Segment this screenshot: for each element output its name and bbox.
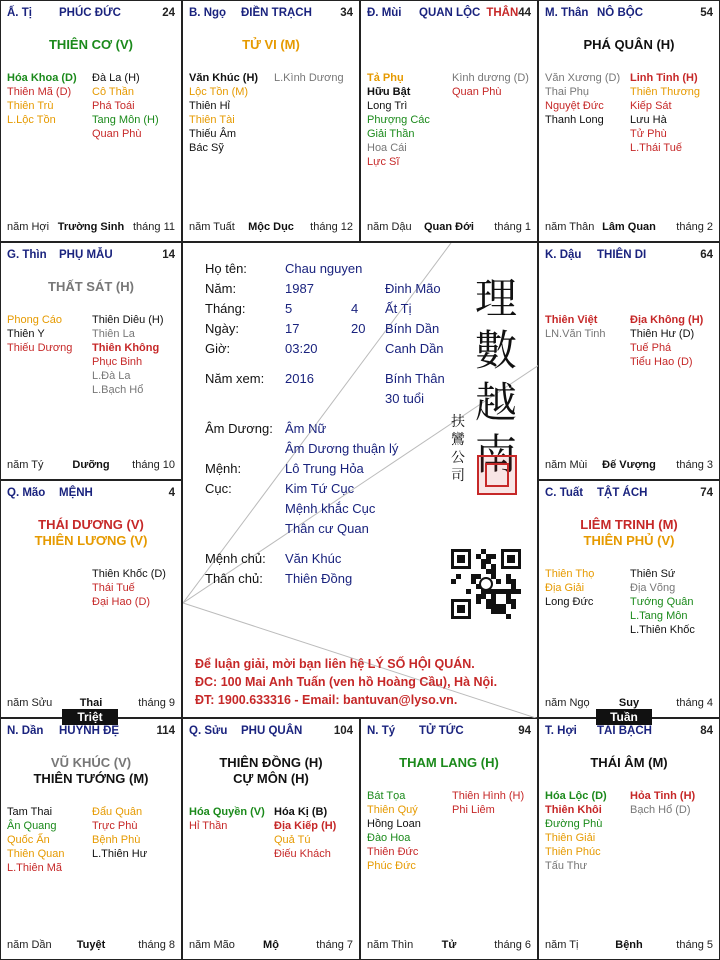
info-value: Lô Trung Hỏa — [285, 461, 364, 476]
stars-column-left — [545, 313, 606, 341]
month-label: tháng 5 — [676, 939, 713, 951]
palace-footer — [545, 939, 713, 953]
earthly-branch-label: N. Dần — [7, 725, 44, 737]
minor-star: Phúc Đức — [367, 860, 416, 872]
info-can-chi: 30 tuổi — [385, 391, 425, 406]
minor-star: Đà La (H) — [92, 72, 140, 84]
palace-name: TẬT ÁCH — [597, 487, 648, 499]
palace-cell-suu[interactable] — [182, 718, 360, 960]
life-stage: Quan Đới — [424, 221, 474, 233]
minor-star: Thiếu Dương — [7, 342, 73, 354]
stars-column-left — [7, 71, 77, 127]
earthly-branch-label: Ấ. Tị — [7, 7, 32, 19]
palace-name: PHÚC ĐỨC — [59, 7, 121, 19]
life-stage: Tử — [441, 939, 457, 951]
minor-star: Quả Tú — [274, 834, 311, 846]
info-key: Năm: — [205, 281, 237, 296]
minor-star: Thiên Trù — [7, 100, 54, 112]
minor-star: L.Bạch Hổ — [92, 384, 144, 396]
minor-star: L.Thiên Khốc — [630, 624, 695, 636]
palace-name: ĐIỀN TRẠCH — [241, 7, 312, 19]
minor-star: Phong Cáo — [7, 314, 63, 326]
year-label: năm Mùi — [545, 459, 588, 471]
info-value: Chau nguyen — [285, 261, 363, 276]
minor-star: Thiên Quan — [7, 848, 65, 860]
year-label: năm Tị — [545, 939, 579, 951]
minor-star: Phá Toái — [92, 100, 135, 112]
minor-star: Lực Sĩ — [367, 156, 400, 168]
minor-star: Linh Tinh (H) — [630, 72, 698, 84]
minor-star: Đường Phù — [545, 818, 603, 830]
minor-star: Văn Xương (D) — [545, 72, 621, 84]
life-stage: Dưỡng — [72, 459, 110, 471]
palace-name: QUAN LỘC THÂN — [419, 7, 519, 19]
palace-age-number: 34 — [340, 7, 353, 19]
palace-footer — [189, 939, 353, 953]
triet-marker: Triệt — [62, 709, 118, 725]
minor-star: Hóa Khoa (D) — [7, 72, 77, 84]
center-info-panel — [182, 242, 538, 718]
palace-cell-tuat[interactable] — [538, 480, 720, 718]
minor-star: Hoa Cái — [367, 142, 407, 154]
minor-star: L.Lộc Tồn — [7, 114, 56, 126]
minor-star: Tả Phụ — [367, 72, 404, 84]
minor-star: Giải Thần — [367, 128, 415, 140]
year-label: năm Tuất — [189, 221, 235, 233]
earthly-branch-label: Q. Mão — [7, 487, 46, 499]
minor-star: Hữu Bật — [367, 86, 411, 98]
minor-star: Hóa Lộc (D) — [545, 790, 607, 802]
minor-star: Long Trì — [367, 100, 408, 112]
month-label: tháng 1 — [494, 221, 531, 233]
info-value: Âm Dương thuận lý — [285, 441, 399, 456]
minor-star: Thiên Hư (D) — [630, 328, 695, 340]
main-stars — [1, 517, 181, 549]
year-label: năm Ngọ — [545, 697, 590, 709]
seal-char: 鸞 — [451, 432, 465, 448]
stars-column-right — [274, 71, 344, 85]
month-label: tháng 8 — [138, 939, 175, 951]
life-stage: Bệnh — [615, 939, 643, 951]
palace-cell-dau[interactable] — [538, 242, 720, 480]
year-label: năm Hợi — [7, 221, 50, 233]
minor-star: Quốc Ấn — [7, 834, 50, 846]
minor-star: L.Tang Môn — [630, 610, 688, 622]
contact-line: ĐT: 1900.633316 - Email: bantuvan@lyso.vn. — [195, 693, 458, 707]
minor-star: Thiên Quý — [367, 804, 418, 816]
stars-column-left — [545, 789, 607, 873]
life-stage: Tuyệt — [76, 939, 106, 951]
palace-name: MỆNH — [59, 487, 93, 499]
main-star: THIÊN CƠ (V) — [48, 37, 134, 52]
minor-star: Phục Binh — [92, 356, 143, 368]
info-value: Mệnh khắc Cục — [285, 501, 376, 516]
minor-star: Thiên Khốc (D) — [92, 568, 166, 580]
minor-star: Tang Môn (H) — [92, 114, 159, 126]
info-can-chi: Bính Dần — [385, 321, 440, 336]
minor-star: Cô Thần — [92, 86, 134, 98]
info-value: 17 — [285, 321, 300, 336]
minor-star: Thái Tuế — [92, 582, 135, 594]
palace-header — [7, 487, 175, 503]
main-stars — [539, 755, 719, 771]
main-star: TỬ VI (M) — [242, 37, 300, 52]
palace-age-number: 14 — [162, 249, 175, 261]
palace-footer — [7, 221, 175, 235]
palace-header — [7, 249, 175, 265]
palace-footer — [545, 459, 713, 473]
palace-header — [189, 725, 353, 741]
seal-char: 扶 — [451, 414, 465, 430]
palace-age-number: 74 — [700, 487, 713, 499]
stars-column-left — [367, 789, 421, 873]
palace-cell-mao[interactable] — [0, 480, 182, 718]
info-can-chi: Canh Dần — [385, 341, 444, 356]
palace-name: PHỤ MẪU — [59, 249, 113, 261]
main-star: THIÊN LƯƠNG (V) — [34, 533, 148, 548]
calligraphy-char: 數 — [474, 326, 517, 375]
stars-column-left — [7, 313, 72, 355]
palace-name: HUYNH ĐỆ — [59, 725, 120, 737]
main-stars — [539, 37, 719, 53]
minor-star: Thiên Y — [7, 328, 45, 340]
minor-star: Hóa Kị (B) — [274, 806, 328, 818]
palace-cell-ngo[interactable] — [182, 0, 360, 242]
palace-footer — [545, 221, 713, 235]
life-stage: Suy — [618, 697, 640, 709]
life-stage: Thai — [79, 697, 103, 709]
stars-column-left — [545, 71, 620, 127]
calligraphy-char: 南 — [474, 430, 517, 479]
life-stage: Lâm Quan — [602, 221, 656, 233]
palace-age-number: 44 — [518, 7, 531, 19]
info-value-lunar: 20 — [351, 321, 366, 336]
minor-star: Kình dương (D) — [452, 72, 529, 84]
earthly-branch-label: B. Ngọ — [189, 7, 227, 19]
palace-footer — [7, 459, 175, 473]
main-star: PHÁ QUÂN (H) — [583, 37, 675, 52]
main-star: THÁI DƯƠNG (V) — [38, 517, 144, 532]
palace-header — [189, 7, 353, 23]
stars-column-left — [7, 805, 64, 875]
month-label: tháng 9 — [138, 697, 175, 709]
palace-name: NÔ BỘC — [597, 7, 643, 19]
stars-column-left — [367, 71, 430, 169]
minor-star: Tuế Phá — [630, 342, 672, 354]
minor-star: Thiên Khôi — [545, 804, 602, 816]
minor-star: Thiên Hình (H) — [452, 790, 525, 802]
month-label: tháng 11 — [132, 221, 175, 233]
info-key: Âm Dương: — [205, 421, 273, 436]
minor-star: Lộc Tồn (M) — [189, 86, 249, 98]
minor-star: Tướng Quân — [630, 596, 694, 608]
seal-char: 司 — [451, 468, 465, 484]
seal-stamp — [449, 413, 521, 523]
year-label: năm Dần — [7, 939, 52, 951]
palace-header — [7, 725, 175, 741]
stars-column-right — [452, 71, 529, 99]
month-label: tháng 2 — [676, 221, 713, 233]
minor-star: Bát Tọa — [367, 790, 406, 802]
palace-name: THIÊN DI — [597, 249, 647, 261]
palace-age-number: 114 — [156, 725, 175, 737]
tuan-marker: Tuần — [596, 709, 652, 725]
minor-star: LN.Văn Tinh — [545, 328, 606, 340]
month-label: tháng 4 — [676, 697, 713, 709]
info-value: 03:20 — [285, 341, 318, 356]
earthly-branch-label: K. Dậu — [545, 249, 582, 261]
main-star: LIÊM TRINH (M) — [580, 517, 678, 532]
year-label: năm Tý — [7, 459, 44, 471]
info-key: Tháng: — [205, 301, 246, 316]
palace-age-number: 64 — [700, 249, 713, 261]
minor-star: Đào Hoa — [367, 832, 411, 844]
info-can-chi: Ất Tị — [385, 301, 412, 316]
info-key: Mệnh: — [205, 461, 242, 476]
minor-star: L.Đà La — [92, 370, 131, 382]
minor-star: Thiên Tài — [189, 114, 235, 126]
palace-name: TÀI BẠCH — [597, 725, 652, 737]
stars-column-right — [92, 313, 164, 397]
palace-age-number: 4 — [168, 487, 175, 499]
minor-star: Thiên Diêu (H) — [92, 314, 164, 326]
main-star: VŨ KHÚC (V) — [50, 755, 132, 770]
minor-star: Thiên Giải — [545, 832, 596, 844]
minor-star: L.Kình Dương — [274, 72, 344, 84]
minor-star: Đẩu Quân — [92, 806, 143, 818]
minor-star: Lưu Hà — [630, 114, 667, 126]
stars-column-right — [630, 789, 695, 817]
minor-star: Quan Phù — [452, 86, 502, 98]
minor-star: Địa Không (H) — [630, 314, 704, 326]
minor-star: Hỉ Thần — [189, 820, 228, 832]
minor-star: Thiên La — [92, 328, 135, 340]
palace-header — [367, 7, 531, 23]
palace-name: TỬ TỨC — [419, 725, 464, 737]
palace-cell-ty[interactable] — [0, 0, 182, 242]
seal-char: 公 — [451, 450, 465, 466]
stars-column-right — [92, 567, 166, 609]
palace-footer — [7, 939, 175, 953]
palace-cell-hoi[interactable] — [538, 718, 720, 960]
main-star: THIÊN ĐỒNG (H) — [219, 755, 323, 770]
palace-header — [7, 7, 175, 23]
info-key: Giờ: — [205, 341, 231, 356]
info-key: Thân chủ: — [205, 571, 263, 586]
earthly-branch-label: Đ. Mùi — [367, 7, 402, 19]
info-key: Ngày: — [205, 321, 239, 336]
minor-star: Hóa Quyền (V) — [189, 806, 265, 818]
info-value: Thân cư Quan — [285, 521, 369, 536]
minor-star: Đại Hao (D) — [92, 596, 151, 608]
palace-cell-tyy[interactable] — [360, 718, 538, 960]
life-stage: Trường Sinh — [57, 221, 125, 233]
main-stars — [183, 755, 359, 787]
minor-star: Thiên Phúc — [545, 846, 601, 858]
minor-star: Điếu Khách — [274, 848, 331, 860]
earthly-branch-label: G. Thìn — [7, 249, 47, 261]
palace-footer — [367, 221, 531, 235]
red-seal-icon — [477, 455, 517, 495]
main-star: THIÊN TƯỚNG (M) — [33, 771, 149, 786]
main-star: THÁI ÂM (M) — [590, 755, 668, 770]
palace-header — [545, 725, 713, 741]
info-key: Cục: — [205, 481, 232, 496]
minor-star: Quan Phù — [92, 128, 142, 140]
main-star: CỰ MÔN (H) — [233, 771, 309, 786]
minor-star: Địa Võng — [630, 582, 676, 594]
calligraphy-char: 越 — [474, 378, 517, 427]
minor-star: Thiên Mã (D) — [7, 86, 72, 98]
stars-column-right — [92, 71, 159, 141]
minor-star: Trực Phù — [92, 820, 138, 832]
info-value: Văn Khúc — [285, 551, 342, 566]
minor-star: Kiếp Sát — [630, 100, 672, 112]
palace-header — [367, 725, 531, 741]
minor-star: Bạch Hổ (D) — [630, 804, 691, 816]
main-stars — [539, 517, 719, 549]
minor-star: Thiên Sứ — [630, 568, 676, 580]
stars-column-right — [630, 71, 700, 155]
palace-header — [545, 7, 713, 23]
main-stars — [1, 279, 181, 295]
info-value: Thiên Đồng — [285, 571, 353, 586]
minor-star: Phượng Các — [367, 114, 430, 126]
stars-column-right — [630, 313, 703, 369]
info-value: 5 — [285, 301, 293, 316]
minor-star: Nguyệt Đức — [545, 100, 604, 112]
minor-star: Thiên Thọ — [545, 568, 595, 580]
palace-footer — [189, 221, 353, 235]
info-value: 1987 — [285, 281, 314, 296]
minor-star: Tử Phù — [630, 128, 667, 140]
year-label: năm Sửu — [7, 697, 53, 709]
year-label: năm Thìn — [367, 939, 414, 951]
palace-header — [545, 487, 713, 503]
minor-star: Địa Kiếp (H) — [274, 820, 337, 832]
palace-cell-than_c[interactable] — [538, 0, 720, 242]
minor-star: Thiên Việt — [545, 314, 598, 326]
minor-star: Thiên Không — [92, 342, 160, 354]
minor-star: Văn Khúc (H) — [189, 72, 259, 84]
minor-star: Bác Sỹ — [189, 142, 224, 154]
minor-star: Tiểu Hao (D) — [630, 356, 693, 368]
contact-line: Để luận giải, mời bạn liên hệ LÝ SỐ HỘI QUÁN. — [195, 657, 475, 671]
minor-star: Phi Liêm — [452, 804, 495, 816]
palace-age-number: 54 — [700, 7, 713, 19]
main-star: THIÊN PHỦ (V) — [583, 533, 675, 548]
minor-star: Thiên Đức — [367, 846, 419, 858]
minor-star: Hỏa Tinh (H) — [630, 790, 696, 802]
stars-column-right — [630, 567, 695, 637]
main-stars — [1, 37, 181, 53]
minor-star: Hồng Loan — [367, 818, 421, 830]
palace-cell-mui[interactable] — [360, 0, 538, 242]
info-value: 2016 — [285, 371, 314, 386]
stars-column-left — [189, 71, 258, 155]
palace-age-number: 94 — [518, 725, 531, 737]
palace-age-number: 104 — [333, 725, 353, 737]
earthly-branch-label: T. Hợi — [545, 725, 577, 737]
main-stars — [183, 37, 359, 53]
month-label: tháng 3 — [676, 459, 713, 471]
than-marker: THÂN — [486, 7, 519, 19]
minor-star: Thiên Thương — [630, 86, 701, 98]
info-key: Mệnh chủ: — [205, 551, 266, 566]
minor-star: L.Thái Tuế — [630, 142, 682, 154]
palace-age-number: 24 — [162, 7, 175, 19]
palace-footer — [367, 939, 531, 953]
info-can-chi: Đinh Mão — [385, 281, 441, 296]
life-stage: Mộc Dục — [248, 221, 294, 233]
palace-cell-dan[interactable] — [0, 718, 182, 960]
info-value: Âm Nữ — [285, 421, 327, 436]
month-label: tháng 6 — [494, 939, 531, 951]
palace-cell-thin[interactable] — [0, 242, 182, 480]
minor-star: Thai Phụ — [545, 86, 590, 98]
minor-star: Thiếu Âm — [189, 128, 237, 140]
stars-column-right — [274, 805, 336, 861]
year-label: năm Thân — [545, 221, 595, 233]
minor-star: Tam Thai — [7, 806, 53, 818]
life-stage: Mộ — [263, 939, 279, 951]
month-label: tháng 7 — [316, 939, 353, 951]
minor-star: Ân Quang — [7, 820, 57, 832]
minor-star: Địa Giải — [545, 582, 585, 594]
stars-column-left — [545, 567, 594, 609]
info-key: Năm xem: — [205, 371, 265, 386]
minor-star: L.Thiên Mã — [7, 862, 63, 874]
palace-age-number: 84 — [700, 725, 713, 737]
year-label: năm Dậu — [367, 221, 412, 233]
main-stars — [1, 755, 181, 787]
earthly-branch-label: M. Thân — [545, 7, 589, 19]
minor-star: Tấu Thư — [545, 860, 588, 872]
stars-column-left — [189, 805, 265, 833]
minor-star: Thiên Hỉ — [189, 100, 230, 112]
info-key: Họ tên: — [205, 261, 247, 276]
main-stars — [361, 755, 537, 771]
palace-header — [545, 249, 713, 265]
minor-star: L.Thiên Hư — [92, 848, 148, 860]
earthly-branch-label: C. Tuất — [545, 487, 584, 499]
earthly-branch-label: N. Tý — [367, 725, 396, 737]
info-value: Kim Tứ Cục — [285, 481, 355, 496]
minor-star: Long Đức — [545, 596, 594, 608]
main-star: THAM LANG (H) — [399, 755, 499, 770]
palace-name: PHU QUÂN — [241, 725, 303, 737]
qr-code-icon[interactable] — [451, 549, 521, 619]
life-stage: Đế Vượng — [602, 459, 656, 471]
minor-star: Thanh Long — [545, 114, 604, 126]
year-label: năm Mão — [189, 939, 235, 951]
info-can-chi: Bính Thân — [385, 371, 445, 386]
earthly-branch-label: Q. Sửu — [189, 725, 228, 737]
month-label: tháng 12 — [310, 221, 353, 233]
calligraphy-char: 理 — [474, 274, 517, 323]
contact-line: ĐC: 100 Mai Anh Tuấn (ven hồ Hoàng Cầu), Hà Nội. — [195, 675, 498, 689]
stars-column-right — [92, 805, 147, 861]
minor-star: Bệnh Phù — [92, 834, 141, 846]
month-label: tháng 10 — [132, 459, 175, 471]
stars-column-right — [452, 789, 524, 817]
main-star: THẤT SÁT (H) — [48, 279, 134, 294]
info-value-lunar: 4 — [351, 301, 359, 316]
